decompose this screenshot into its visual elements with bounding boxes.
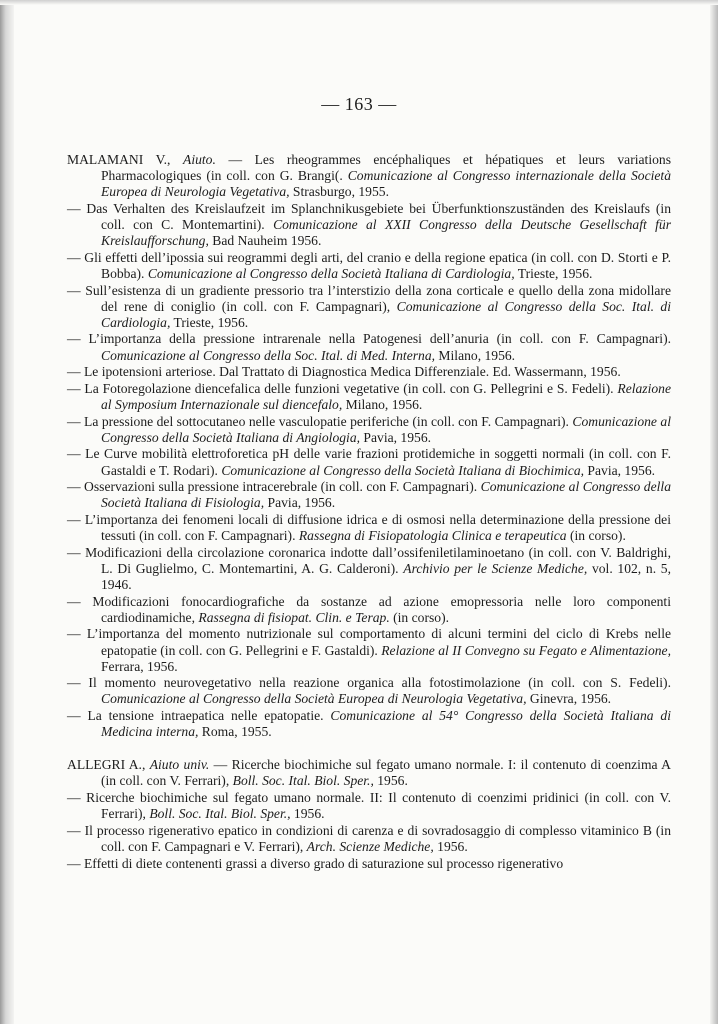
citation-source: Comunicazione al Congresso della Società Italiana di Biochimica,	[221, 462, 585, 478]
citation-source: Rassegna di fisiopat. Clin. e Terap.	[198, 609, 390, 625]
bibliography-entry	[67, 626, 671, 674]
citation-source: Comunicazione al XXII Congresso della Deutsche Gesellschaft für Kreislaufforschung,	[101, 216, 671, 249]
entry-text: Bad Nauheim 1956.	[208, 233, 322, 249]
entry-text: 1956.	[433, 838, 468, 854]
bibliography-entry	[67, 823, 671, 855]
entry-text: MALAMANI V.,	[67, 152, 184, 167]
entry-text: ALLEGRI A.,	[67, 757, 150, 773]
scan-border-left	[0, 0, 14, 1024]
entry-text: Pavia, 1956.	[264, 495, 336, 511]
bibliography-entry	[67, 250, 671, 282]
entry-text: — Modificazioni della circolazione coronarica indotte dall’ossifeniletilaminoetano (in coll. con V. Baldrighi, L. Di Guglielmo, C. Montemartini, A. G. Calderoni).	[67, 544, 671, 576]
entry-text: Pavia, 1956.	[360, 429, 432, 445]
scan-border-top	[0, 0, 718, 5]
citation-source: Aiuto.	[183, 152, 216, 167]
bibliography-entry	[67, 283, 671, 331]
citation-source: Comunicazione al Congresso della Società Italiana di Fisiologia,	[101, 479, 671, 511]
entry-text: — La Fotoregolazione diencefalica delle funzioni vegetative (in coll. con G. Pellegrini e S. Fedeli).	[67, 380, 618, 396]
bibliography-entry	[67, 856, 671, 872]
entry-text: Ginevra, 1956.	[526, 691, 612, 707]
entry-text: — Sull’esistenza di un gradiente pressorio tra l’interstizio della zona corticale e quello della zona midollare del rene di coniglio (in coll. con F. Campagnari),	[67, 282, 671, 314]
citation-source: Relazione al II Convegno su Fegato e Alimentazione,	[381, 642, 671, 658]
citation-source: Archivio per le Scienze Mediche,	[403, 560, 588, 576]
entry-text: — La tensione intraepatica nelle epatopatie.	[67, 708, 331, 724]
bibliography-entry	[67, 708, 671, 740]
entry-text: Strasburgo, 1955.	[289, 184, 389, 200]
entry-text: — L’importanza dei fenomeni locali di diffusione idrica e di osmosi nella determinazione della pressione dei tessuti (in coll. con F. Campagnari).	[67, 512, 671, 544]
scan-border-right	[710, 0, 718, 1024]
bibliography-entry	[67, 446, 671, 478]
bibliography-entry	[67, 757, 671, 789]
entry-text: Milano, 1956.	[342, 396, 423, 412]
entry-text: vol. 102, n. 5, 1946.	[101, 560, 671, 592]
bibliography-entry	[67, 381, 671, 413]
entry-text: Pavia, 1956.	[584, 462, 656, 478]
citation-source: Comunicazione al Congresso della Società Italiana di Angiologia,	[101, 413, 671, 445]
entry-text: — Le ipotensioni arteriose. Dal Trattato di Diagnostica Medica Differenziale. Ed. Wassermann, 1956.	[67, 364, 621, 380]
entry-text: 1956.	[290, 806, 325, 822]
bibliography-entry	[67, 512, 671, 544]
entry-text: (in corso).	[389, 609, 450, 625]
entry-text: — Das Verhalten des Kreislaufzeit im Splanchnikusgebiete bei Überfunktionszuständen des Kreislaufs (in coll. con C. Montemartini).	[67, 200, 671, 232]
entry-text: 1956.	[373, 773, 408, 789]
entry-text: — L’importanza della pressione intrarenale nella Patogenesi dell’anuria (in coll. con F. Campagnari).	[67, 331, 671, 347]
entry-text: — L’importanza del momento nutrizionale sul comportamento di alcuni termini del ciclo di Krebs nelle epatopatie (in coll. con G. Pellegrini e F. Gastaldi).	[67, 626, 671, 658]
entry-text: — Les rheogrammes encéphaliques et hépatiques et leurs variations Pharmacologiques (in coll. con G. Brangi(.	[101, 152, 671, 184]
page-number: — 163 —	[321, 94, 397, 114]
entry-text: — Ricerche biochimiche sul fegato umano normale. II: Il contenuto di coenzimi pridinici (in coll. con V. Ferrari),	[67, 790, 671, 822]
citation-source: Comunicazione al Congresso della Società Europea di Neurologia Vegetativa,	[101, 691, 527, 707]
entry-text: Ferrara, 1956.	[101, 658, 178, 674]
entry-text: — Ricerche biochimiche sul fegato umano normale. I: il contenuto di coenzima A (in coll. con V. Ferrari),	[101, 757, 671, 789]
bibliography-entry	[67, 201, 671, 249]
bibliography-entry	[67, 594, 671, 626]
citation-source: Boll. Soc. Ital. Biol. Sper.,	[149, 806, 291, 822]
bibliography-entry	[67, 545, 671, 593]
entry-text: — Il processo rigenerativo epatico in condizioni di carenza e di sovradosaggio di complesso vitaminico B (in coll. con F. Campagnari e V. Ferrari),	[67, 822, 671, 854]
bibliography-entry	[67, 152, 671, 200]
citation-source: Arch. Scienze Mediche,	[306, 838, 434, 854]
citation-source: Comunicazione al Congresso della Soc. Ital. di Med. Interna,	[101, 347, 436, 363]
entry-text: Trieste, 1956.	[514, 265, 593, 281]
citation-source: Relazione al Symposium Internazionale sul diencefalo,	[101, 380, 671, 412]
citation-source: Comunicazione al Congresso internazionale della Società Europea di Neurologia Vegetativa,	[101, 168, 671, 200]
entry-text: — Effetti di diete contenenti grassi a diverso grado di saturazione sul processo rigenerativo	[67, 855, 564, 871]
bibliography-entry	[67, 364, 671, 380]
citation-source: Comunicazione al Congresso della Soc. Ital. di Cardiologia,	[101, 298, 672, 330]
bibliography-entry	[67, 675, 671, 707]
entry-text: — Il momento neurovegetativo nella reazione organica alla fotostimolazione (in coll. con S. Fedeli).	[67, 675, 671, 691]
bibliography-entry	[67, 414, 671, 446]
entry-text: Roma, 1955.	[198, 724, 272, 740]
bibliography-entry	[67, 331, 671, 363]
entry-text: — Le Curve mobilità elettroforetica pH delle varie frazioni protidemiche in soggetti normali (in coll. con F. Gastaldi e T. Rodari).	[67, 446, 671, 478]
citation-source: Aiuto univ.	[149, 757, 210, 773]
entry-text: Trieste, 1956.	[170, 314, 249, 330]
entry-text: — Gli effetti dell’ipossia sui reogrammi degli arti, del cranio e della regione epatica (in coll. con D. Storti e P. Bobba).	[67, 249, 671, 281]
bibliography-entry	[67, 479, 671, 511]
entry-text: (in corso).	[566, 528, 626, 544]
bibliography-entry	[67, 790, 671, 822]
entry-text: — Modificazioni fonocardiografiche da sostanze ad azione emopressoria nelle loro componenti cardiodinamiche,	[67, 593, 671, 625]
citation-source: Comunicazione al 54° Congresso della Società Italiana di Medicina interna,	[101, 708, 671, 740]
entry-text: — Osservazioni sulla pressione intracerebrale (in coll. con F. Campagnari).	[67, 479, 481, 495]
bibliography-list	[67, 152, 671, 872]
citation-source: Comunicazione al Congresso della Società Italiana di Cardiologia,	[147, 265, 515, 281]
citation-source: Rassegna di Fisiopatologia Clinica e terapeutica	[298, 528, 567, 544]
entry-text: — La pressione del sottocutaneo nelle vasculopatie periferiche (in coll. con F. Campagnari).	[67, 413, 573, 429]
citation-source: Boll. Soc. Ital. Biol. Sper.,	[232, 773, 374, 789]
entry-text: Milano, 1956.	[435, 347, 516, 363]
